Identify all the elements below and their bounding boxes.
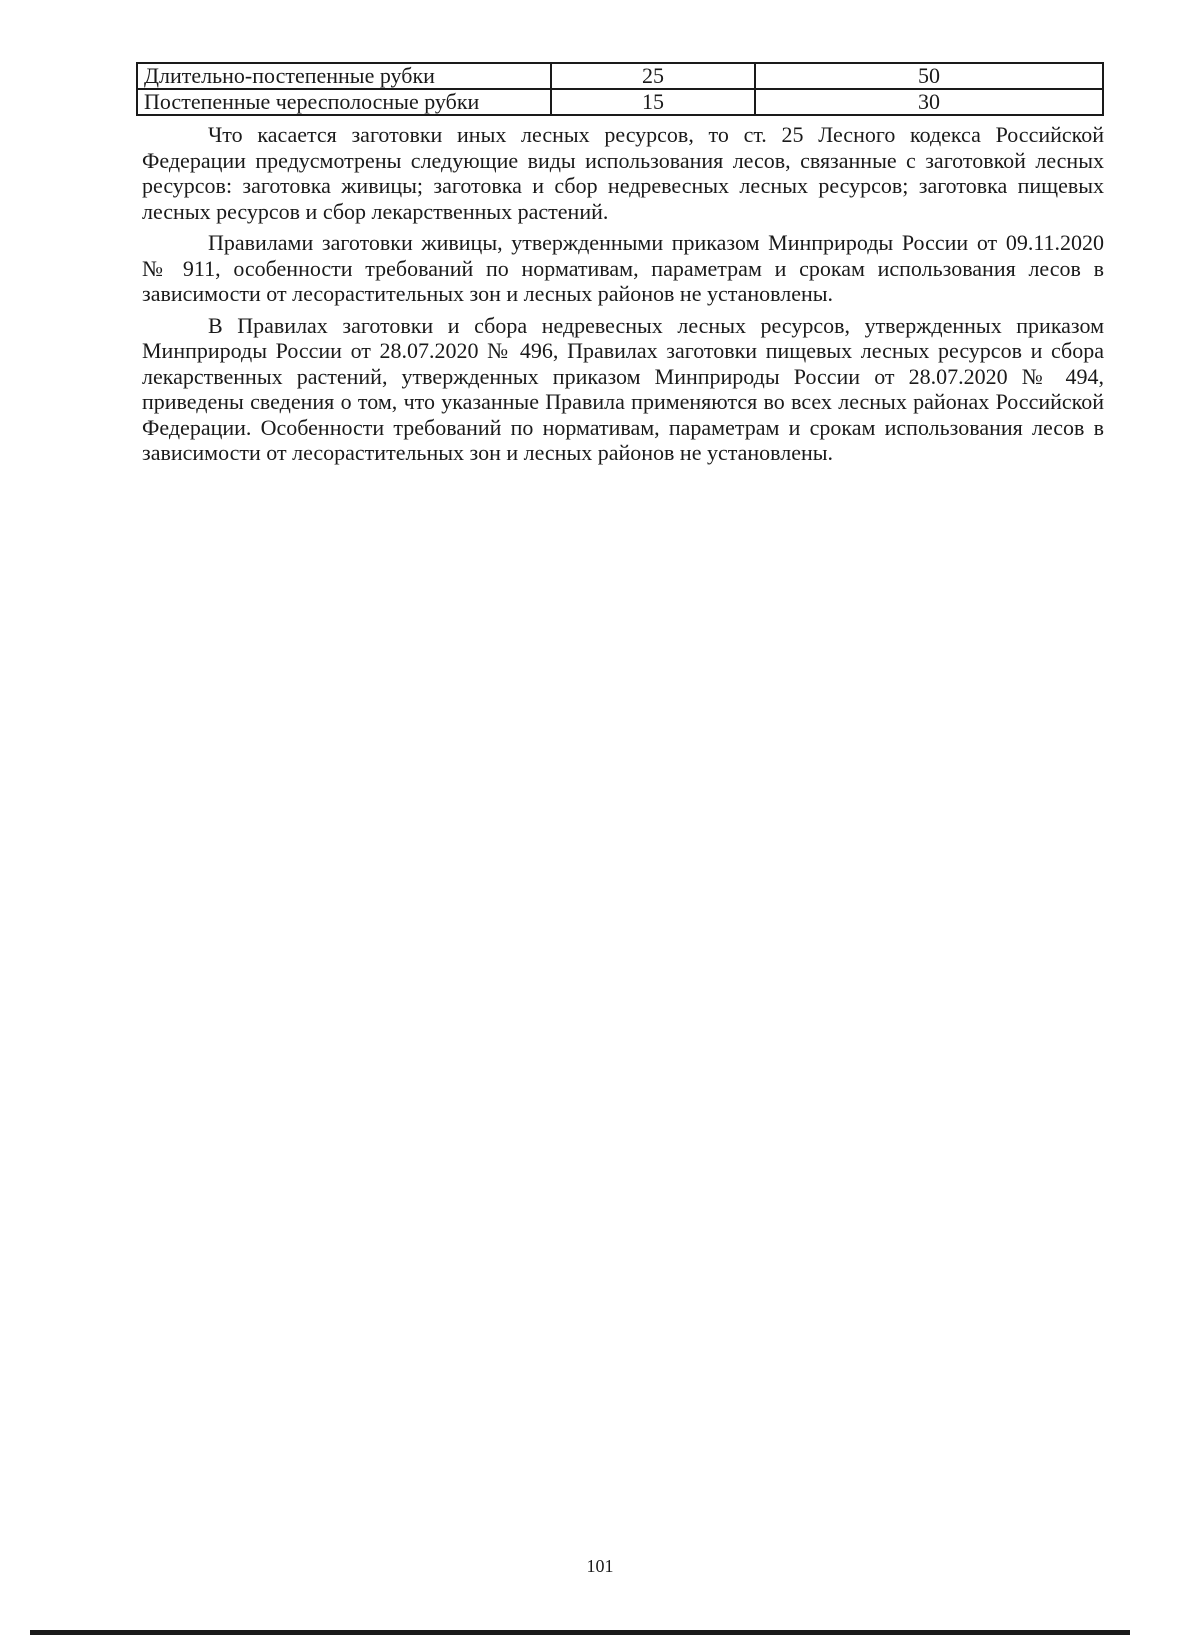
bottom-rule — [30, 1630, 1130, 1635]
table-cell-felling-type: Постепенные чересполосные рубки — [137, 89, 551, 115]
table-cell-felling-type: Длительно-постепенные рубки — [137, 63, 551, 89]
table-cell-value-b: 50 — [755, 63, 1103, 89]
table-cell-value-b: 30 — [755, 89, 1103, 115]
page-number: 101 — [586, 1556, 614, 1576]
table-cell-value-a: 25 — [551, 63, 755, 89]
table-row — [137, 63, 1103, 89]
felling-table — [136, 62, 1104, 116]
table-cell-value-a: 15 — [551, 89, 755, 115]
paragraph-other-resources: Что касается заготовки иных лесных ресурсов, то ст. 25 Лесного кодекса Российской Федерации предусмотрены следующие виды использования лесов, связанные с заготовкой лесных ресурсов: заготовка живицы; заготовка и сбор недревесных лесных ресурсов; заготовка пищевых лесных ресурсов и сбор лекарственных растений. — [142, 122, 1104, 224]
paragraph-non-wood-rules: В Правилах заготовки и сбора недревесных лесных ресурсов, утвержденных приказом Минприроды России от 28.07.2020 № 496, Правилах заготовки пищевых лесных ресурсов и сбора лекарственных растений, утвержденных приказом Минприроды России от 28.07.2020 № 494, приведены сведения о том, что указанные Правила применяются во всех лесных районах Российской Федерации. Особенности требований по нормативам, параметрам и срокам использования лесов в зависимости от лесорастительных зон и лесных районов не установлены. — [142, 312, 1104, 465]
paragraph-resin-rules: Правилами заготовки живицы, утвержденными приказом Минприроды России от 09.11.2020 № 911, особенности требований по нормативам, параметрам и срокам использования лесов в зависимости от лесорастительных зон и лесных районов не установлены. — [142, 230, 1104, 306]
table-row — [137, 89, 1103, 115]
body-text — [142, 122, 1104, 472]
